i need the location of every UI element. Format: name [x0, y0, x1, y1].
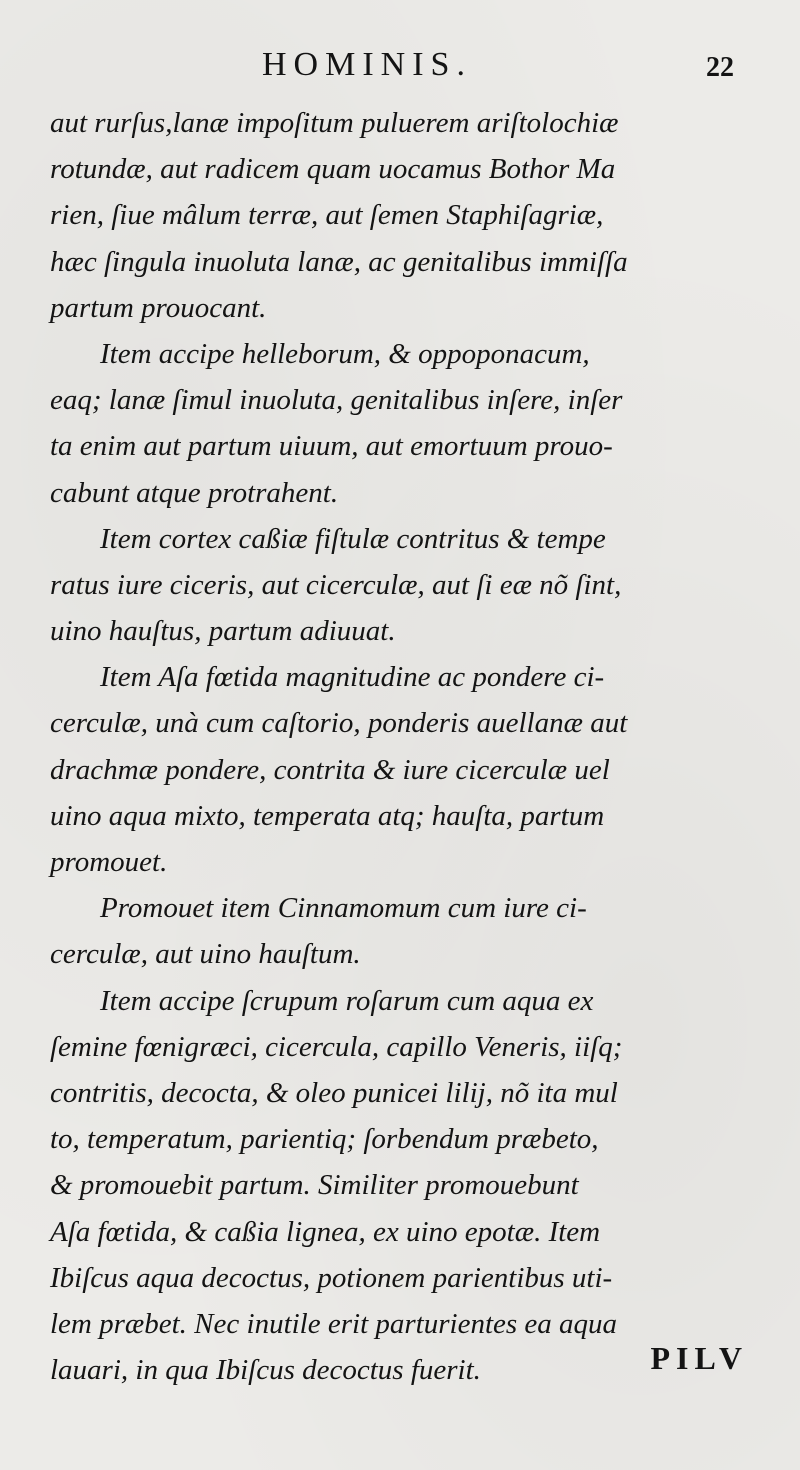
catchword: PILV [650, 1340, 748, 1376]
text-line: drachmæ pondere, contrita & iure cicerculæ uel [50, 753, 610, 786]
text-line: lauari, in qua Ibiſcus decoctus fuerit. [50, 1354, 481, 1387]
body-text [50, 100, 750, 1393]
text-line: Ibiſcus aqua decoctus, potionem parientibus uti- [50, 1261, 613, 1294]
text-line: Aſa fœtida, & caßia lignea, ex uino epotæ. Item [50, 1215, 601, 1248]
text-line: cerculæ, aut uino hauſtum. [50, 938, 361, 971]
page-number: 22 [706, 52, 734, 83]
text-line: hæc ſingula inuoluta lanæ, ac genitalibus immiſſa [50, 245, 628, 278]
paragraph-start-line: Item accipe ſcrupum roſarum cum aqua ex [100, 984, 594, 1017]
text-line: ratus iure ciceris, aut cicerculæ, aut ſi eæ nõ ſint, [50, 568, 622, 601]
text-line: contritis, decocta, & oleo punicei lilij, nõ ita mul [50, 1076, 618, 1109]
text-line: lem præbet. Nec inutile erit parturientes ea aqua [50, 1307, 618, 1340]
text-line: aut rurſus,lanæ impoſitum puluerem ariſtolochiæ [50, 107, 619, 139]
text-line: promouet. [50, 846, 168, 878]
text-line: rotundæ, aut radicem quam uocamus Bothor Ma [50, 153, 616, 186]
text-line: partum prouocant. [50, 291, 267, 324]
text-line: ſemine fœnigræci, cicercula, capillo Veneris, iiſq; [50, 1030, 623, 1063]
running-head: HOMINIS. [262, 46, 472, 83]
paragraph-start-line: Promouet item Cinnamomum cum iure ci- [100, 892, 587, 925]
text-line: eaq; lanæ ſimul inuoluta, genitalibus inſere, inſer [50, 384, 623, 417]
page-header [0, 46, 800, 96]
paragraph-start-line: Item cortex caßiæ fiſtulæ contritus & tempe [100, 522, 606, 555]
text-line: uino hauſtus, partum adiuuat. [50, 615, 396, 648]
paragraph-start-line: Item accipe helleborum, & oppoponacum, [100, 337, 590, 370]
text-line: cabunt atque protrahent. [50, 476, 339, 509]
text-line: to, temperatum, parientiq; ſorbendum præbeto, [50, 1123, 599, 1156]
text-line: ta enim aut partum uiuum, aut emortuum prouo- [50, 430, 613, 463]
text-line: cerculæ, unà cum caſtorio, ponderis auellanæ aut [50, 707, 628, 740]
text-line: & promouebit partum. Similiter promouebunt [50, 1169, 579, 1202]
text-line: uino aqua mixto, temperata atq; hauſta, partum [50, 799, 605, 832]
paragraph-start-line: Item Aſa fœtida magnitudine ac pondere ci- [100, 661, 605, 694]
text-line: rien, ſiue mâlum terræ, aut ſemen Staphiſagriæ, [50, 199, 604, 232]
